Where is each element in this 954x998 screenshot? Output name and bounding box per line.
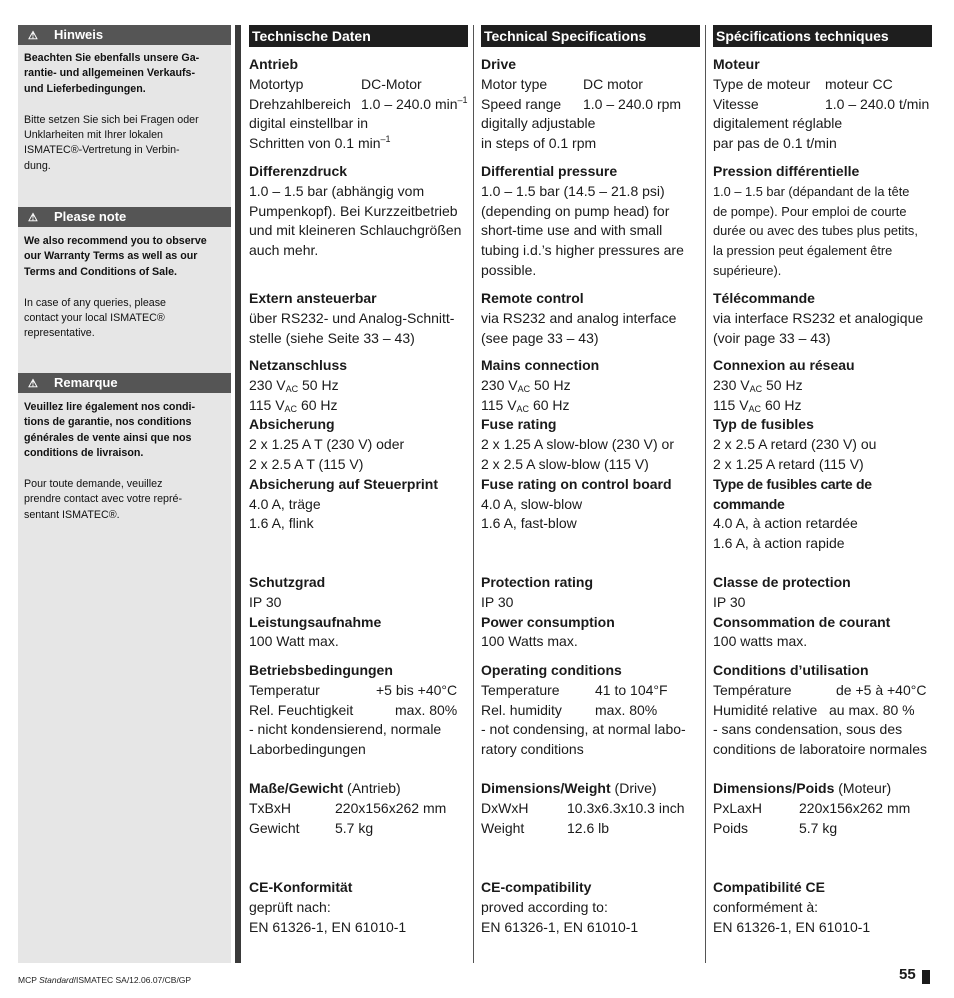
spec-line: 2 x 2.5 A T (115 V) (249, 455, 364, 472)
section-title-note: (Drive) (610, 780, 657, 796)
spec-row (713, 701, 932, 721)
spec-value: 220x156x262 mm (335, 799, 447, 816)
section-ce (249, 878, 468, 937)
note-bold-line: Veuillez lire également nos condi- (24, 401, 196, 413)
spec-line: conformément à: (713, 898, 819, 915)
footer-suffix: /ISMATEC SA/12.06.07/CB/GP (73, 975, 192, 985)
spec-value: DC-Motor (361, 75, 422, 92)
spec-label: Gewicht (249, 819, 300, 836)
spec-line: digitalement réglable (713, 115, 843, 132)
spec-value: 1.0 – 240.0 min (361, 95, 458, 112)
section-title: Absicherung auf Steuerprint (249, 475, 439, 492)
spec-value: 5.7 kg (335, 819, 374, 836)
spec-line: über RS232- und Analog-Schnitt- (249, 309, 455, 326)
warning-triangle-icon: ⚠ (28, 30, 38, 42)
section-title: CE-Konformität (249, 879, 353, 895)
spec-label: Temperature (481, 681, 560, 698)
voltage: 115 V (481, 396, 517, 413)
spec-row (713, 95, 932, 115)
spec-line: Pumpenkopf). Bei Kurzzeitbetrieb (249, 202, 458, 219)
spec-line: 2 x 1.25 A T (230 V) oder (249, 436, 405, 453)
section-pressure (481, 162, 700, 281)
frequency: 50 Hz (530, 376, 571, 393)
note-title: Please note (54, 209, 127, 224)
column-german (249, 25, 468, 963)
voltage: 115 V (713, 396, 749, 413)
section-title-text: Maße/Gewicht (249, 780, 344, 796)
column-header: Technical Specifications (481, 25, 700, 47)
note-line: contact your local ISMATEC® (24, 312, 165, 325)
frequency: 60 Hz (761, 396, 802, 413)
section-title: Betriebsbedingungen (249, 662, 393, 678)
spec-value: 220x156x262 mm (799, 799, 911, 816)
spec-value: 12.6 lb (567, 819, 610, 836)
section-title: Pression différentielle (713, 163, 860, 179)
spec-line: 4.0 A, träge (249, 495, 321, 512)
note-bold-line: our Warranty Terms as well as our (24, 250, 198, 263)
spec-row (249, 681, 468, 701)
spec-value: de +5 à +40°C (836, 681, 927, 698)
note-body-remarque (24, 400, 230, 523)
voltage-subscript: AC (284, 403, 298, 414)
spec-label: Type de moteur (713, 75, 811, 92)
spec-line: la pression peut également être (713, 243, 893, 259)
section-title: Protection rating (481, 574, 594, 590)
spec-line: conditions de laboratoire normales (713, 741, 928, 758)
spec-line: 1.6 A, à action rapide (713, 535, 845, 552)
spec-value: 1.0 – 240.0 rpm (583, 95, 682, 112)
note-bold-line: conditions de livraison. (24, 447, 144, 460)
spec-line: possible. (481, 261, 537, 278)
spec-label: Vitesse (713, 95, 759, 112)
spec-value: 5.7 kg (799, 819, 838, 836)
section-title: Power consumption (481, 613, 615, 630)
section-title: Antrieb (249, 56, 298, 72)
spec-line: (see page 33 – 43) (481, 329, 599, 346)
note-title: Hinweis (54, 27, 104, 42)
spec-line: auch mehr. (249, 242, 319, 259)
spec-line: Schritten von 0.1 min (249, 135, 381, 152)
spec-value: max. 80% (595, 701, 658, 718)
voltage: 230 V (249, 376, 286, 393)
voltage-subscript: AC (285, 383, 299, 394)
section-title (481, 779, 700, 799)
column-separator (473, 25, 474, 963)
section-remote (481, 289, 700, 348)
spec-label: Humidité relative (713, 701, 818, 718)
column-french (713, 25, 932, 963)
page-marker (922, 970, 930, 984)
spec-row (481, 95, 700, 115)
section-conditions (713, 661, 932, 760)
spec-value: 41 to 104°F (595, 681, 668, 698)
spec-row (249, 95, 468, 115)
voltage-subscript: AC (749, 383, 763, 394)
spec-line: ratory conditions (481, 741, 584, 758)
spec-value: +5 bis +40°C (376, 681, 458, 698)
spec-line: 1.0 – 1.5 bar (dépandant de la tête (713, 183, 910, 199)
section-title (249, 779, 468, 799)
spec-label: PxLaxH (713, 799, 763, 816)
spec-label: TxBxH (249, 799, 291, 816)
spec-line: via interface RS232 et analogique (713, 309, 924, 326)
spec-line: - nicht kondensierend, normale (249, 721, 442, 738)
spec-line: 1.0 – 1.5 bar (abhängig vom (249, 182, 425, 199)
note-title: Remarque (54, 375, 118, 390)
note-body-please-note (24, 234, 230, 342)
spec-line: par pas de 0.1 t/min (713, 135, 837, 152)
section-remote (249, 289, 468, 348)
spec-line: supérieure). (713, 262, 782, 278)
section-title: Schutzgrad (249, 574, 326, 590)
section-mains (481, 356, 700, 534)
note-line: Bitte setzen Sie sich bei Fragen oder (24, 113, 199, 126)
section-title: Netzanschluss (249, 357, 348, 373)
spec-value: 1.0 – 240.0 t/min (825, 95, 930, 112)
note-bold-line: tions de garantie, nos conditions (24, 416, 192, 429)
section-title: Consommation de courant (713, 613, 891, 630)
spec-label: Motortyp (249, 75, 304, 92)
spec-value: moteur CC (825, 75, 893, 92)
unit-superscript: –1 (457, 94, 468, 105)
voltage: 230 V (713, 376, 750, 393)
section-protection (481, 573, 700, 652)
spec-value: max. 80% (395, 701, 458, 718)
voltage: 230 V (481, 376, 518, 393)
spec-line: 4.0 A, à action retardée (713, 515, 858, 532)
spec-row (481, 799, 700, 819)
spec-line: Laborbedingungen (249, 741, 366, 758)
section-title: Fuse rating (481, 416, 557, 433)
section-protection (249, 573, 468, 652)
note-bold-line: und Lieferbedingungen. (24, 82, 146, 95)
note-line: prendre contact avec votre repré- (24, 493, 183, 506)
frequency: 50 Hz (762, 376, 803, 393)
section-title: Fuse rating on control board (481, 475, 672, 492)
spec-line: 1.6 A, flink (249, 515, 314, 532)
spec-line: - not condensing, at normal labo- (481, 721, 686, 738)
note-header-remarque (18, 373, 231, 393)
spec-line: digitally adjustable (481, 115, 596, 132)
section-protection (713, 573, 932, 652)
section-title: Télécommande (713, 290, 815, 306)
spec-line: in steps of 0.1 rpm (481, 135, 597, 152)
section-ce (481, 878, 700, 937)
section-title-text: Dimensions/Weight (481, 780, 611, 796)
note-line: representative. (24, 327, 95, 340)
spec-line: 1.6 A, fast-blow (481, 515, 577, 532)
section-title: Typ de fusibles (713, 416, 814, 433)
spec-line: - sans condensation, sous des (713, 721, 903, 738)
section-title: Drive (481, 56, 517, 72)
spec-line: 2 x 1.25 A slow-blow (230 V) or (481, 436, 674, 453)
spec-line: IP 30 (713, 593, 746, 610)
note-line: dung. (24, 159, 51, 172)
spec-line: IP 30 (481, 593, 514, 610)
spec-label: Temperatur (249, 681, 320, 698)
spec-label: Motor type (481, 75, 548, 92)
spec-line: und mit kleineren Schlauchgrößen (249, 222, 462, 239)
note-line: Pour toute demande, veuillez (24, 478, 163, 491)
section-title: Conditions d’utilisation (713, 662, 869, 678)
frequency: 60 Hz (529, 396, 570, 413)
note-line: Unklarheiten mit Ihrer lokalen (24, 129, 164, 142)
section-title: Operating conditions (481, 662, 622, 678)
section-conditions (481, 661, 700, 760)
spec-row (713, 75, 932, 95)
column-separator (705, 25, 706, 963)
section-remote (713, 289, 932, 348)
spec-line: 100 watts max. (713, 633, 808, 650)
page-number: 55 (899, 966, 916, 983)
spec-row (713, 799, 932, 819)
note-line: ISMATEC®-Vertretung in Verbin- (24, 144, 180, 157)
section-title: Type de fusibles carte de commande (713, 475, 872, 512)
spec-line: 100 Watt max. (249, 633, 339, 650)
spec-label: Rel. humidity (481, 701, 562, 718)
footer-italic: Standard (39, 975, 74, 985)
section-title: Moteur (713, 56, 760, 72)
note-bold-line: We also recommend you to observe (24, 235, 207, 247)
spec-label: Rel. Feuchtigkeit (249, 701, 354, 718)
spec-row (481, 681, 700, 701)
section-title: CE-compatibility (481, 879, 592, 895)
spec-line: 100 Watts max. (481, 633, 578, 650)
section-title: Absicherung (249, 416, 335, 433)
spec-line: 4.0 A, slow-blow (481, 495, 583, 512)
section-title: Classe de protection (713, 574, 851, 590)
note-bold-line: rantie- und allgemeinen Verkaufs- (24, 67, 196, 80)
section-drive (481, 55, 700, 154)
voltage-subscript: AC (516, 403, 530, 414)
spec-line: (voir page 33 – 43) (713, 329, 831, 346)
spec-value: au max. 80 % (829, 701, 915, 718)
section-conditions (249, 661, 468, 760)
frequency: 60 Hz (297, 396, 338, 413)
spec-line: 2 x 1.25 A retard (115 V) (713, 455, 864, 472)
note-line: In case of any queries, please (24, 296, 166, 309)
sidebar-divider (235, 25, 241, 963)
voltage: 115 V (249, 396, 285, 413)
section-title-text: Dimensions/Poids (713, 780, 835, 796)
warning-triangle-icon: ⚠ (28, 212, 38, 224)
spec-line: stelle (siehe Seite 33 – 43) (249, 329, 415, 346)
spec-row (249, 819, 468, 839)
section-title: Differenzdruck (249, 163, 348, 179)
section-title: Extern ansteuerbar (249, 290, 377, 306)
section-title-note: (Antrieb) (343, 780, 401, 796)
spec-line: de pompe). Pour emploi de courte (713, 203, 907, 219)
spec-line: (depending on pump head) for (481, 202, 670, 219)
spec-row (249, 75, 468, 95)
spec-line: short-time use and with small (481, 222, 663, 239)
spec-line: 2 x 2.5 A retard (230 V) ou (713, 436, 877, 453)
spec-row (481, 75, 700, 95)
spec-row (713, 681, 932, 701)
note-header-please-note (18, 207, 231, 227)
voltage-subscript: AC (748, 403, 762, 414)
spec-line: tubing i.d.’s higher pressures are (481, 242, 684, 259)
section-title-note: (Moteur) (834, 780, 892, 796)
note-body-hinweis (24, 51, 230, 174)
spec-label: Speed range (481, 95, 562, 112)
warning-triangle-icon: ⚠ (28, 378, 38, 390)
section-title: Remote control (481, 290, 584, 306)
note-line: sentant ISMATEC®. (24, 508, 120, 521)
spec-line: IP 30 (249, 593, 282, 610)
unit-superscript: –1 (380, 134, 391, 145)
spec-label: Poids (713, 819, 749, 836)
section-pressure (713, 162, 932, 281)
section-title: Mains connection (481, 357, 600, 373)
section-title (713, 779, 932, 799)
spec-value: DC motor (583, 75, 643, 92)
section-drive (713, 55, 932, 154)
spec-line: EN 61326-1, EN 61010-1 (249, 918, 407, 935)
frequency: 50 Hz (298, 376, 339, 393)
section-ce (713, 878, 932, 937)
section-dimensions (249, 779, 468, 838)
spec-row (713, 819, 932, 839)
section-title: Connexion au réseau (713, 357, 855, 373)
section-pressure (249, 162, 468, 261)
note-header-hinweis (18, 25, 231, 45)
section-title: Leistungsaufnahme (249, 613, 382, 630)
spec-line: EN 61326-1, EN 61010-1 (481, 918, 639, 935)
spec-row (481, 701, 700, 721)
spec-line: via RS232 and analog interface (481, 309, 677, 326)
voltage-subscript: AC (517, 383, 531, 394)
spec-line: 2 x 2.5 A slow-blow (115 V) (481, 455, 649, 472)
section-dimensions (713, 779, 932, 838)
note-bold-line: Terms and Conditions of Sale. (24, 265, 178, 278)
spec-label: DxWxH (481, 799, 529, 816)
section-dimensions (481, 779, 700, 838)
spec-label: Drehzahlbereich (249, 95, 351, 112)
footer-prefix: MCP (18, 975, 40, 985)
spec-row (249, 701, 468, 721)
spec-line: EN 61326-1, EN 61010-1 (713, 918, 871, 935)
spec-row (249, 799, 468, 819)
spec-label: Weight (481, 819, 525, 836)
column-header: Technische Daten (249, 25, 468, 47)
spec-line: durée ou avec des tubes plus petits, (713, 223, 918, 239)
spec-line: 1.0 – 1.5 bar (14.5 – 21.8 psi) (481, 182, 665, 199)
spec-line: proved according to: (481, 898, 608, 915)
section-mains (249, 356, 468, 534)
note-bold-line: Beachten Sie ebenfalls unsere Ga- (24, 52, 200, 64)
document-footer (18, 975, 191, 985)
section-drive (249, 55, 468, 154)
section-title: Compatibilité CE (713, 879, 826, 895)
column-english (481, 25, 700, 963)
section-mains (713, 356, 932, 554)
spec-line: geprüft nach: (249, 898, 331, 915)
spec-line: digital einstellbar in (249, 115, 369, 132)
spec-value: 10.3x6.3x10.3 inch (567, 799, 685, 816)
spec-row (481, 819, 700, 839)
note-bold-line: générales de vente ainsi que nos (24, 431, 192, 444)
spec-label: Température (713, 681, 792, 698)
section-title: Differential pressure (481, 163, 618, 179)
column-header: Spécifications techniques (713, 25, 932, 47)
